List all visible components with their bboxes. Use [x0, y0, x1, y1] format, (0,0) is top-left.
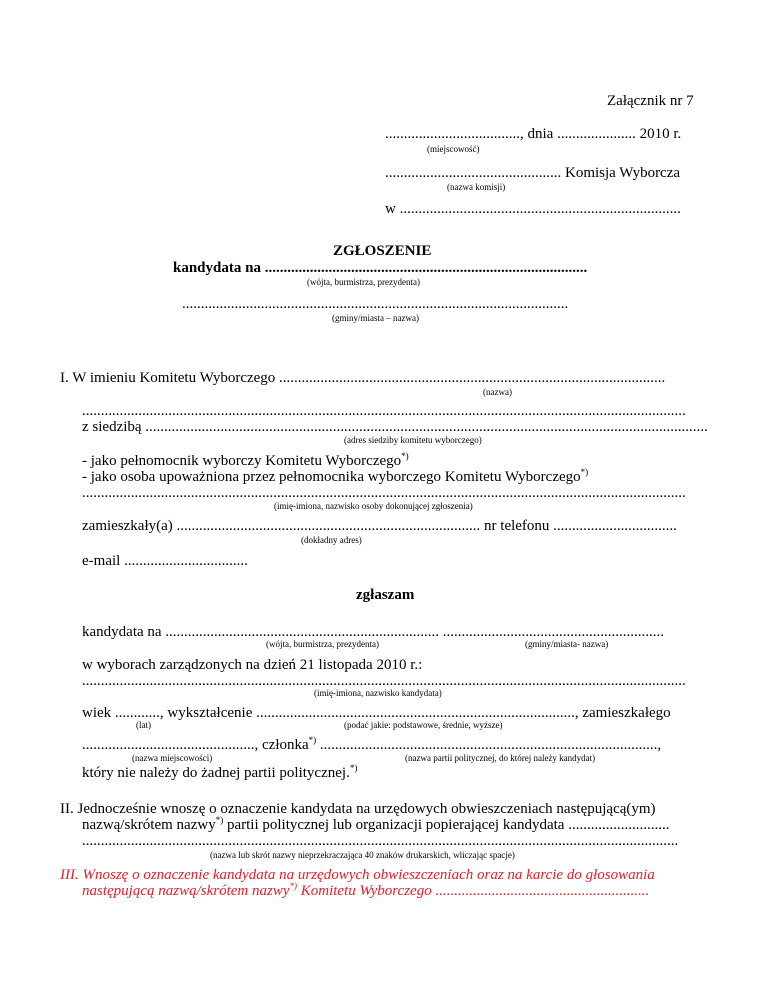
section2-caption: (nazwa lub skrót nazwy nieprzekraczająca 40 znaków drukarskich, wliczając spacje): [210, 850, 515, 860]
title-municipality-line[interactable]: .......................................................................................................: [182, 296, 569, 312]
candidate-name-line[interactable]: .................................................................................................................................................................: [82, 673, 686, 689]
section2-line1: II. Jednocześnie wnoszę o oznaczenie kandydata na urzędowych obwieszczeniach następującą(ym): [60, 801, 656, 817]
option-authorized-text: - jako osoba upoważniona przez pełnomocnika wyborczego Komitetu Wyborczego: [82, 469, 581, 485]
committee-line[interactable]: I. W imieniu Komitetu Wyborczego .......................................................................................................: [60, 370, 666, 386]
candidate-line[interactable]: kandydata na ......................................................................... ...........................................................: [82, 624, 665, 640]
section3-line1: III. Wnoszę o oznaczenie kandydata na urzędowych obwieszczeniach oraz na karcie do głosowania: [60, 867, 655, 883]
nonmember-text: który nie należy do żadnej partii politycznej.: [82, 765, 350, 781]
person-caption: (imię-imiona, nazwisko osoby dokonującej zgłoszenia): [274, 501, 473, 511]
candidate-office-caption: (wójta, burmistrza, prezydenta): [266, 639, 379, 649]
candidate-name-caption: (imię-imiona, nazwisko kandydata): [314, 688, 442, 698]
election-date-line: w wyborach zarządzonych na dzień 21 listopada 2010 r.:: [82, 657, 423, 673]
footnote-mark: *): [308, 735, 317, 745]
residence-line[interactable]: zamieszkały(a) ................................................................................. nr telefonu .................................: [82, 518, 677, 534]
education-caption: (podać jakie: podstawowe, średnie, wyższe): [344, 720, 503, 730]
committee-dots-line[interactable]: .................................................................................................................................................................: [82, 403, 686, 419]
place-member-line[interactable]: [82, 737, 661, 754]
option-proxy[interactable]: [82, 453, 409, 470]
commission-caption: (nazwa komisji): [447, 182, 506, 192]
footnote-mark: *): [349, 763, 358, 773]
member-place-caption: (nazwa miejscowości): [132, 753, 213, 763]
section2-line2[interactable]: [82, 817, 669, 834]
section3-line2[interactable]: [82, 883, 649, 900]
email-line[interactable]: e-mail .................................: [82, 553, 248, 569]
seat-caption: (adres siedziby komitetu wyborczego): [344, 435, 482, 445]
section3-line2-end: Komitetu Wyborczego .........................................................: [297, 883, 650, 899]
section2-dots-line[interactable]: ...............................................................................................................................................................: [82, 833, 679, 849]
candidate-municipality-caption: (gminy/miasta- nazwa): [525, 639, 609, 649]
seat-line[interactable]: z siedzibą ......................................................................................................................................................: [82, 419, 708, 435]
title-municipality-caption: (gminy/miasta – nazwa): [332, 313, 419, 323]
section2-line2-start: nazwą/skrótem nazwy: [82, 817, 216, 833]
title-candidate-line[interactable]: kandydata na ......................................................................................: [173, 260, 588, 276]
footnote-mark: *): [289, 881, 297, 891]
footnote-mark: *): [580, 467, 589, 477]
nonmember-line: [82, 765, 357, 782]
annex-label: Załącznik nr 7: [607, 93, 694, 109]
option-proxy-text: - jako pełnomocnik wyborczy Komitetu Wyborczego: [82, 453, 402, 469]
place-date-line[interactable]: ...................................., dnia ..................... 2010 r.: [385, 126, 682, 142]
place-member-text: .............................................., członka: [82, 737, 309, 753]
age-education-line[interactable]: wiek ............, wykształcenie ....................................................................................., zamieszkałego: [82, 705, 671, 721]
option-authorized[interactable]: [82, 469, 588, 486]
section2-line2-end: partii politycznej lub organizacji popierającej kandydata ...........................: [223, 817, 670, 833]
place-caption: (miejscowość): [427, 144, 480, 154]
age-caption: (lat): [136, 720, 151, 730]
title-office-caption: (wójta, burmistrza, prezydenta): [307, 277, 420, 287]
party-caption: (nazwa partii politycznej, do której należy kandydat): [405, 753, 596, 763]
footnote-mark: *): [401, 451, 409, 461]
submit-heading: zgłaszam: [356, 587, 415, 603]
party-line: ..........................................................................................,: [316, 737, 662, 753]
w-line[interactable]: w ...........................................................................: [385, 201, 681, 217]
page-title: ZGŁOSZENIE: [333, 243, 432, 259]
commission-line[interactable]: ............................................... Komisja Wyborcza: [385, 165, 681, 181]
person-line[interactable]: .................................................................................................................................................................: [82, 485, 686, 501]
committee-name-caption: (nazwa): [483, 387, 512, 397]
footnote-mark: *): [215, 815, 224, 825]
residence-caption: (dokładny adres): [301, 535, 362, 545]
section3-line2-start: następującą nazwą/skrótem nazwy: [82, 883, 290, 899]
